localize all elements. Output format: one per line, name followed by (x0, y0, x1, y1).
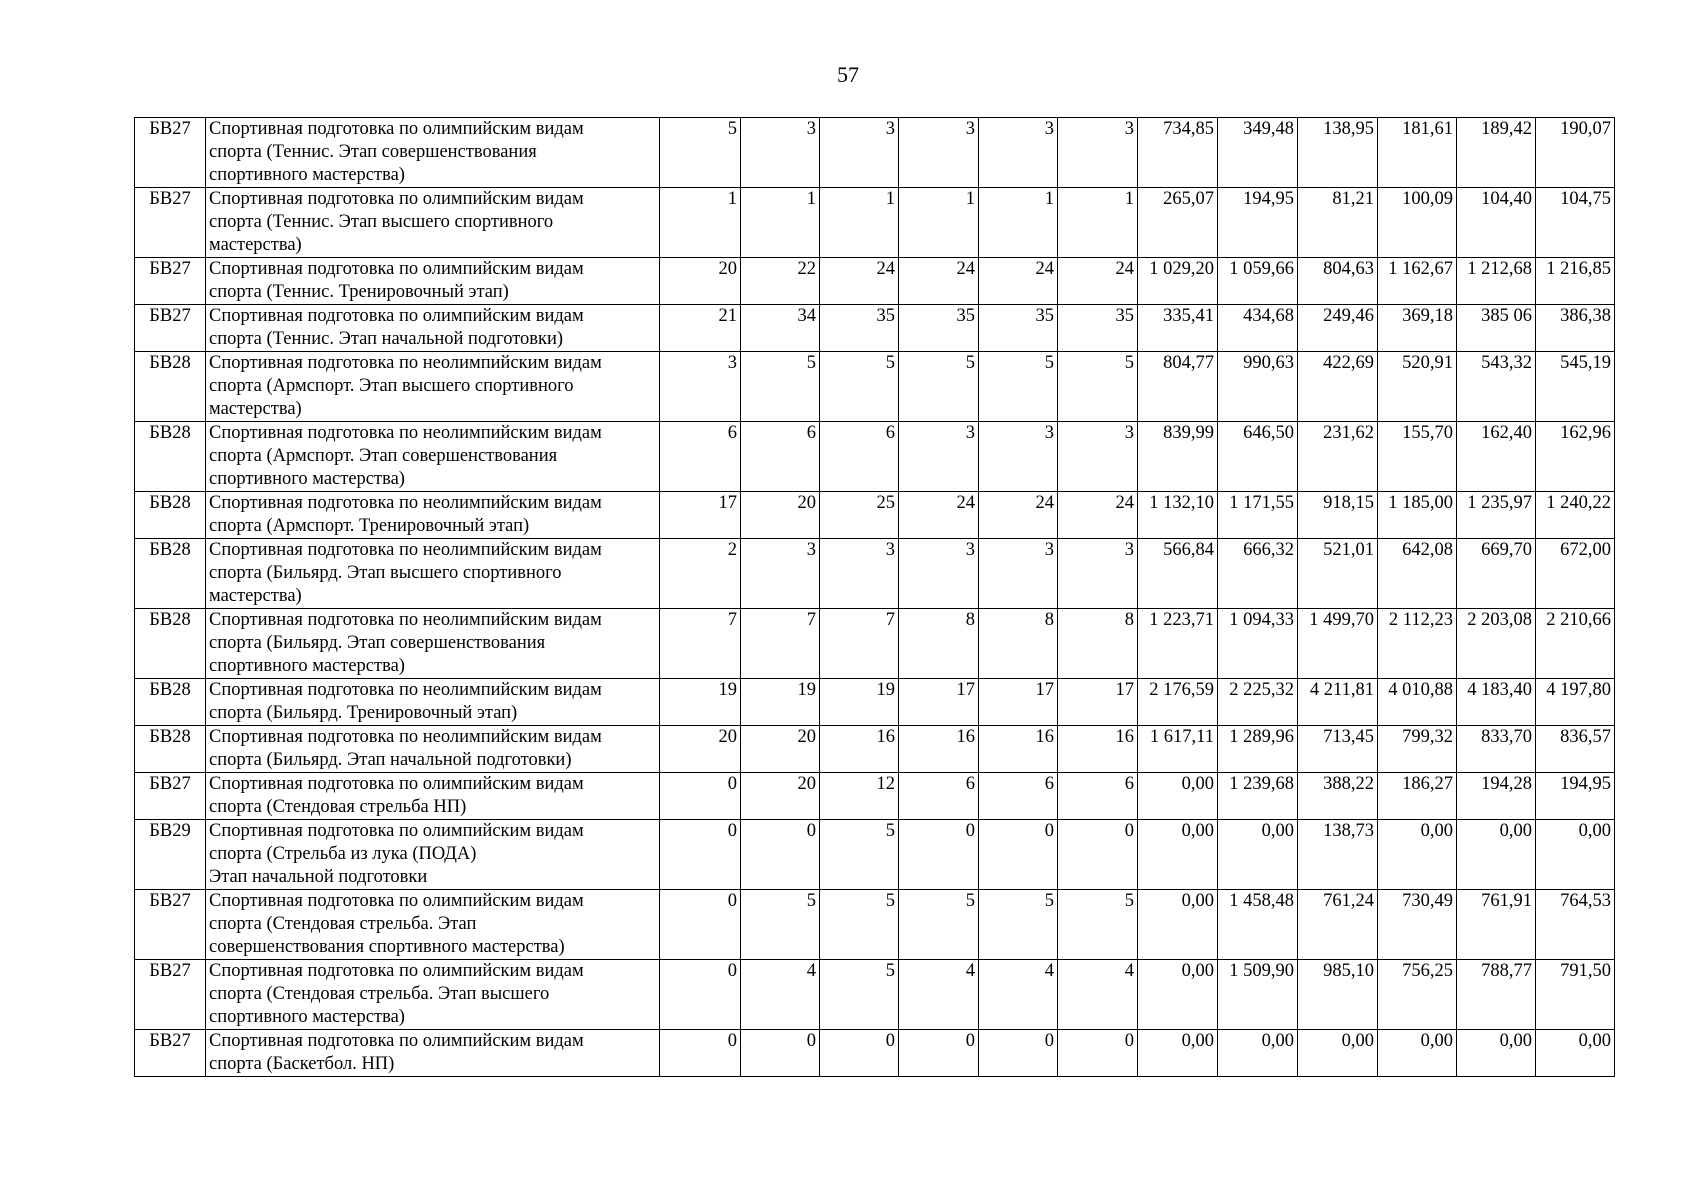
description-line: Спортивная подготовка по неолимпийским видам (209, 727, 602, 747)
value-cell: 6 (820, 422, 899, 492)
row-description (206, 188, 660, 258)
value-cell: 1 509,90 (1218, 960, 1298, 1030)
description-line: спорта (Стрельба из лука (ПОДА) (209, 844, 477, 864)
value-cell: 138,73 (1298, 820, 1378, 890)
value-cell: 3 (979, 539, 1058, 609)
value-cell: 730,49 (1378, 890, 1457, 960)
value-cell: 836,57 (1536, 726, 1615, 773)
value-cell: 1 240,22 (1536, 492, 1615, 539)
value-cell: 5 (979, 890, 1058, 960)
description-line: спорта (Стендовая стрельба. Этап (209, 914, 477, 934)
value-cell: 0 (660, 1030, 741, 1077)
row-code: БВ27 (135, 960, 206, 1030)
value-cell: 2 (660, 539, 741, 609)
value-cell: 990,63 (1218, 352, 1298, 422)
description-line: спорта (Армспорт. Тренировочный этап) (209, 516, 530, 536)
row-description (206, 726, 660, 773)
value-cell: 0,00 (1138, 960, 1218, 1030)
value-cell: 0,00 (1457, 820, 1536, 890)
row-code: БВ28 (135, 539, 206, 609)
value-cell: 24 (979, 492, 1058, 539)
description-line: мастерства) (209, 235, 302, 255)
value-cell: 642,08 (1378, 539, 1457, 609)
row-description (206, 1030, 660, 1077)
value-cell: 81,21 (1298, 188, 1378, 258)
value-cell: 422,69 (1298, 352, 1378, 422)
value-cell: 4 183,40 (1457, 679, 1536, 726)
value-cell: 756,25 (1378, 960, 1457, 1030)
value-cell: 2 210,66 (1536, 609, 1615, 679)
value-cell: 734,85 (1138, 118, 1218, 188)
value-cell: 918,15 (1298, 492, 1378, 539)
value-cell: 104,75 (1536, 188, 1615, 258)
value-cell: 0,00 (1138, 1030, 1218, 1077)
value-cell: 2 225,32 (1218, 679, 1298, 726)
value-cell: 1 (979, 188, 1058, 258)
value-cell: 20 (741, 726, 820, 773)
value-cell: 21 (660, 305, 741, 352)
value-cell: 1 171,55 (1218, 492, 1298, 539)
value-cell: 1 223,71 (1138, 609, 1218, 679)
value-cell: 194,95 (1536, 773, 1615, 820)
value-cell: 3 (1058, 118, 1138, 188)
value-cell: 0 (899, 820, 979, 890)
description-line: Спортивная подготовка по неолимпийским видам (209, 423, 602, 443)
description-line: Спортивная подготовка по неолимпийским видам (209, 610, 602, 630)
description-line: спорта (Баскетбол. НП) (209, 1054, 395, 1074)
value-cell: 7 (660, 609, 741, 679)
value-cell: 24 (899, 258, 979, 305)
description-line: Спортивная подготовка по неолимпийским видам (209, 353, 602, 373)
description-line: Этап начальной подготовки (209, 867, 428, 887)
value-cell: 12 (820, 773, 899, 820)
row-code: БВ28 (135, 679, 206, 726)
value-cell: 25 (820, 492, 899, 539)
table-row (135, 960, 1615, 1030)
value-cell: 672,00 (1536, 539, 1615, 609)
description-line: спортивного мастерства) (209, 1007, 405, 1027)
value-cell: 1 029,20 (1138, 258, 1218, 305)
row-description (206, 492, 660, 539)
value-cell: 5 (820, 820, 899, 890)
value-cell: 791,50 (1536, 960, 1615, 1030)
description-line: Спортивная подготовка по олимпийским видам (209, 306, 584, 326)
value-cell: 1 (660, 188, 741, 258)
value-cell: 2 203,08 (1457, 609, 1536, 679)
value-cell: 0 (1058, 1030, 1138, 1077)
value-cell: 0,00 (1298, 1030, 1378, 1077)
row-description (206, 539, 660, 609)
description-line: Спортивная подготовка по олимпийским видам (209, 119, 584, 139)
value-cell: 5 (660, 118, 741, 188)
description-line: Спортивная подготовка по неолимпийским видам (209, 540, 602, 560)
value-cell: 5 (820, 352, 899, 422)
value-cell: 16 (979, 726, 1058, 773)
table-body (135, 118, 1615, 1077)
value-cell: 0 (820, 1030, 899, 1077)
row-code: БВ27 (135, 118, 206, 188)
value-cell: 138,95 (1298, 118, 1378, 188)
description-line: Спортивная подготовка по олимпийским видам (209, 891, 584, 911)
row-code: БВ27 (135, 188, 206, 258)
table-row (135, 352, 1615, 422)
value-cell: 1 458,48 (1218, 890, 1298, 960)
description-line: спорта (Бильярд. Этап высшего спортивного (209, 563, 562, 583)
row-description (206, 890, 660, 960)
row-code: БВ27 (135, 1030, 206, 1077)
value-cell: 788,77 (1457, 960, 1536, 1030)
value-cell: 3 (820, 539, 899, 609)
value-cell: 1 239,68 (1218, 773, 1298, 820)
row-description (206, 352, 660, 422)
value-cell: 8 (979, 609, 1058, 679)
value-cell: 194,28 (1457, 773, 1536, 820)
value-cell: 4 010,88 (1378, 679, 1457, 726)
value-cell: 5 (820, 960, 899, 1030)
value-cell: 761,24 (1298, 890, 1378, 960)
value-cell: 3 (899, 422, 979, 492)
value-cell: 17 (660, 492, 741, 539)
value-cell: 3 (899, 539, 979, 609)
row-code: БВ28 (135, 492, 206, 539)
description-line: спорта (Теннис. Этап совершенствования (209, 142, 537, 162)
table-row (135, 890, 1615, 960)
value-cell: 5 (1058, 890, 1138, 960)
description-line: спортивного мастерства) (209, 656, 405, 676)
value-cell: 1 (820, 188, 899, 258)
value-cell: 17 (899, 679, 979, 726)
description-line: спорта (Стендовая стрельба. Этап высшего (209, 984, 550, 1004)
value-cell: 2 112,23 (1378, 609, 1457, 679)
value-cell: 8 (899, 609, 979, 679)
value-cell: 2 176,59 (1138, 679, 1218, 726)
description-line: Спортивная подготовка по неолимпийским видам (209, 493, 602, 513)
value-cell: 24 (1058, 492, 1138, 539)
value-cell: 1 235,97 (1457, 492, 1536, 539)
value-cell: 666,32 (1218, 539, 1298, 609)
value-cell: 543,32 (1457, 352, 1536, 422)
value-cell: 566,84 (1138, 539, 1218, 609)
value-cell: 162,96 (1536, 422, 1615, 492)
value-cell: 833,70 (1457, 726, 1536, 773)
description-line: Спортивная подготовка по олимпийским видам (209, 189, 584, 209)
row-description (206, 305, 660, 352)
value-cell: 1 (899, 188, 979, 258)
value-cell: 1 289,96 (1218, 726, 1298, 773)
value-cell: 0 (660, 960, 741, 1030)
description-line: спортивного мастерства) (209, 165, 405, 185)
description-line: спорта (Бильярд. Этап совершенствования (209, 633, 546, 653)
table-row (135, 118, 1615, 188)
row-code: БВ27 (135, 305, 206, 352)
value-cell: 1 216,85 (1536, 258, 1615, 305)
value-cell: 545,19 (1536, 352, 1615, 422)
row-code: БВ27 (135, 258, 206, 305)
value-cell: 1 617,11 (1138, 726, 1218, 773)
value-cell: 6 (741, 422, 820, 492)
value-cell: 5 (899, 890, 979, 960)
table-row (135, 609, 1615, 679)
value-cell: 0,00 (1138, 820, 1218, 890)
value-cell: 20 (741, 492, 820, 539)
value-cell: 646,50 (1218, 422, 1298, 492)
value-cell: 35 (1058, 305, 1138, 352)
value-cell: 16 (820, 726, 899, 773)
description-line: Спортивная подготовка по олимпийским видам (209, 821, 584, 841)
row-code: БВ27 (135, 890, 206, 960)
value-cell: 761,91 (1457, 890, 1536, 960)
table-row (135, 726, 1615, 773)
value-cell: 3 (979, 422, 1058, 492)
value-cell: 839,99 (1138, 422, 1218, 492)
value-cell: 22 (741, 258, 820, 305)
value-cell: 1 499,70 (1298, 609, 1378, 679)
value-cell: 3 (899, 118, 979, 188)
value-cell: 155,70 (1378, 422, 1457, 492)
table-row (135, 492, 1615, 539)
value-cell: 100,09 (1378, 188, 1457, 258)
description-line: спортивного мастерства) (209, 469, 405, 489)
value-cell: 34 (741, 305, 820, 352)
value-cell: 4 197,80 (1536, 679, 1615, 726)
description-line: Спортивная подготовка по олимпийским видам (209, 259, 584, 279)
value-cell: 1 (1058, 188, 1138, 258)
value-cell: 3 (660, 352, 741, 422)
value-cell: 186,27 (1378, 773, 1457, 820)
table-row (135, 422, 1615, 492)
value-cell: 521,01 (1298, 539, 1378, 609)
value-cell: 1 (741, 188, 820, 258)
table-row (135, 1030, 1615, 1077)
value-cell: 4 (1058, 960, 1138, 1030)
table-row (135, 305, 1615, 352)
value-cell: 804,77 (1138, 352, 1218, 422)
value-cell: 4 (741, 960, 820, 1030)
value-cell: 799,32 (1378, 726, 1457, 773)
row-code: БВ28 (135, 422, 206, 492)
value-cell: 1 059,66 (1218, 258, 1298, 305)
value-cell: 20 (660, 726, 741, 773)
value-cell: 1 185,00 (1378, 492, 1457, 539)
value-cell: 24 (1058, 258, 1138, 305)
description-line: Спортивная подготовка по олимпийским видам (209, 774, 584, 794)
value-cell: 0 (979, 1030, 1058, 1077)
value-cell: 0,00 (1138, 773, 1218, 820)
value-cell: 16 (1058, 726, 1138, 773)
description-line: спорта (Бильярд. Тренировочный этап) (209, 703, 518, 723)
table-row (135, 679, 1615, 726)
row-description (206, 118, 660, 188)
value-cell: 6 (979, 773, 1058, 820)
row-description (206, 258, 660, 305)
row-code: БВ29 (135, 820, 206, 890)
value-cell: 388,22 (1298, 773, 1378, 820)
value-cell: 190,07 (1536, 118, 1615, 188)
value-cell: 16 (899, 726, 979, 773)
value-cell: 1 094,33 (1218, 609, 1298, 679)
description-line: Спортивная подготовка по неолимпийским видам (209, 680, 602, 700)
value-cell: 0 (741, 1030, 820, 1077)
value-cell: 6 (660, 422, 741, 492)
table-row (135, 188, 1615, 258)
value-cell: 0,00 (1457, 1030, 1536, 1077)
value-cell: 0 (660, 773, 741, 820)
description-line: спорта (Бильярд. Этап начальной подготовки) (209, 750, 572, 770)
description-line: Спортивная подготовка по олимпийским видам (209, 961, 584, 981)
description-line: совершенствования спортивного мастерства) (209, 937, 565, 957)
value-cell: 349,48 (1218, 118, 1298, 188)
value-cell: 7 (820, 609, 899, 679)
value-cell: 0 (899, 1030, 979, 1077)
value-cell: 386,38 (1536, 305, 1615, 352)
table-row (135, 820, 1615, 890)
value-cell: 231,62 (1298, 422, 1378, 492)
value-cell: 5 (741, 352, 820, 422)
value-cell: 20 (741, 773, 820, 820)
value-cell: 19 (820, 679, 899, 726)
value-cell: 0 (979, 820, 1058, 890)
description-line: спорта (Армспорт. Этап совершенствования (209, 446, 558, 466)
value-cell: 7 (741, 609, 820, 679)
value-cell: 3 (741, 118, 820, 188)
value-cell: 0,00 (1218, 820, 1298, 890)
value-cell: 19 (660, 679, 741, 726)
page-number: 57 (837, 62, 859, 87)
description-line: спорта (Теннис. Этап начальной подготовки) (209, 329, 564, 349)
services-table (134, 117, 1615, 1077)
value-cell: 8 (1058, 609, 1138, 679)
description-line: спорта (Армспорт. Этап высшего спортивного (209, 376, 574, 396)
value-cell: 19 (741, 679, 820, 726)
value-cell: 3 (1058, 422, 1138, 492)
value-cell: 0,00 (1218, 1030, 1298, 1077)
row-code: БВ27 (135, 773, 206, 820)
description-line: мастерства) (209, 399, 302, 419)
value-cell: 335,41 (1138, 305, 1218, 352)
value-cell: 804,63 (1298, 258, 1378, 305)
value-cell: 1 212,68 (1457, 258, 1536, 305)
value-cell: 249,46 (1298, 305, 1378, 352)
row-description (206, 820, 660, 890)
value-cell: 0 (660, 890, 741, 960)
value-cell: 764,53 (1536, 890, 1615, 960)
value-cell: 1 132,10 (1138, 492, 1218, 539)
value-cell: 24 (979, 258, 1058, 305)
row-description (206, 773, 660, 820)
value-cell: 985,10 (1298, 960, 1378, 1030)
value-cell: 5 (1058, 352, 1138, 422)
description-line: спорта (Теннис. Тренировочный этап) (209, 282, 509, 302)
value-cell: 4 (899, 960, 979, 1030)
value-cell: 434,68 (1218, 305, 1298, 352)
value-cell: 0,00 (1378, 1030, 1457, 1077)
value-cell: 194,95 (1218, 188, 1298, 258)
description-line: мастерства) (209, 586, 302, 606)
value-cell: 17 (979, 679, 1058, 726)
value-cell: 35 (979, 305, 1058, 352)
value-cell: 3 (1058, 539, 1138, 609)
value-cell: 5 (899, 352, 979, 422)
value-cell: 0,00 (1536, 1030, 1615, 1077)
value-cell: 6 (899, 773, 979, 820)
value-cell: 189,42 (1457, 118, 1536, 188)
value-cell: 669,70 (1457, 539, 1536, 609)
value-cell: 385 06 (1457, 305, 1536, 352)
description-line: спорта (Стендовая стрельба НП) (209, 797, 467, 817)
description-line: спорта (Теннис. Этап высшего спортивного (209, 212, 554, 232)
value-cell: 3 (979, 118, 1058, 188)
value-cell: 0 (660, 820, 741, 890)
value-cell: 24 (820, 258, 899, 305)
value-cell: 35 (820, 305, 899, 352)
value-cell: 24 (899, 492, 979, 539)
row-description (206, 960, 660, 1030)
value-cell: 0,00 (1138, 890, 1218, 960)
row-code: БВ28 (135, 726, 206, 773)
value-cell: 5 (820, 890, 899, 960)
value-cell: 104,40 (1457, 188, 1536, 258)
value-cell: 162,40 (1457, 422, 1536, 492)
row-code: БВ28 (135, 609, 206, 679)
value-cell: 5 (979, 352, 1058, 422)
table-row (135, 773, 1615, 820)
description-line: Спортивная подготовка по олимпийским видам (209, 1031, 584, 1051)
value-cell: 713,45 (1298, 726, 1378, 773)
value-cell: 0 (1058, 820, 1138, 890)
value-cell: 17 (1058, 679, 1138, 726)
row-code: БВ28 (135, 352, 206, 422)
value-cell: 265,07 (1138, 188, 1218, 258)
row-description (206, 422, 660, 492)
value-cell: 181,61 (1378, 118, 1457, 188)
value-cell: 20 (660, 258, 741, 305)
value-cell: 6 (1058, 773, 1138, 820)
value-cell: 0,00 (1378, 820, 1457, 890)
value-cell: 369,18 (1378, 305, 1457, 352)
value-cell: 4 211,81 (1298, 679, 1378, 726)
table-row (135, 539, 1615, 609)
table-row (135, 258, 1615, 305)
row-description (206, 609, 660, 679)
value-cell: 0 (741, 820, 820, 890)
value-cell: 1 162,67 (1378, 258, 1457, 305)
value-cell: 0,00 (1536, 820, 1615, 890)
value-cell: 4 (979, 960, 1058, 1030)
value-cell: 5 (741, 890, 820, 960)
value-cell: 520,91 (1378, 352, 1457, 422)
value-cell: 3 (820, 118, 899, 188)
value-cell: 3 (741, 539, 820, 609)
row-description (206, 679, 660, 726)
value-cell: 35 (899, 305, 979, 352)
